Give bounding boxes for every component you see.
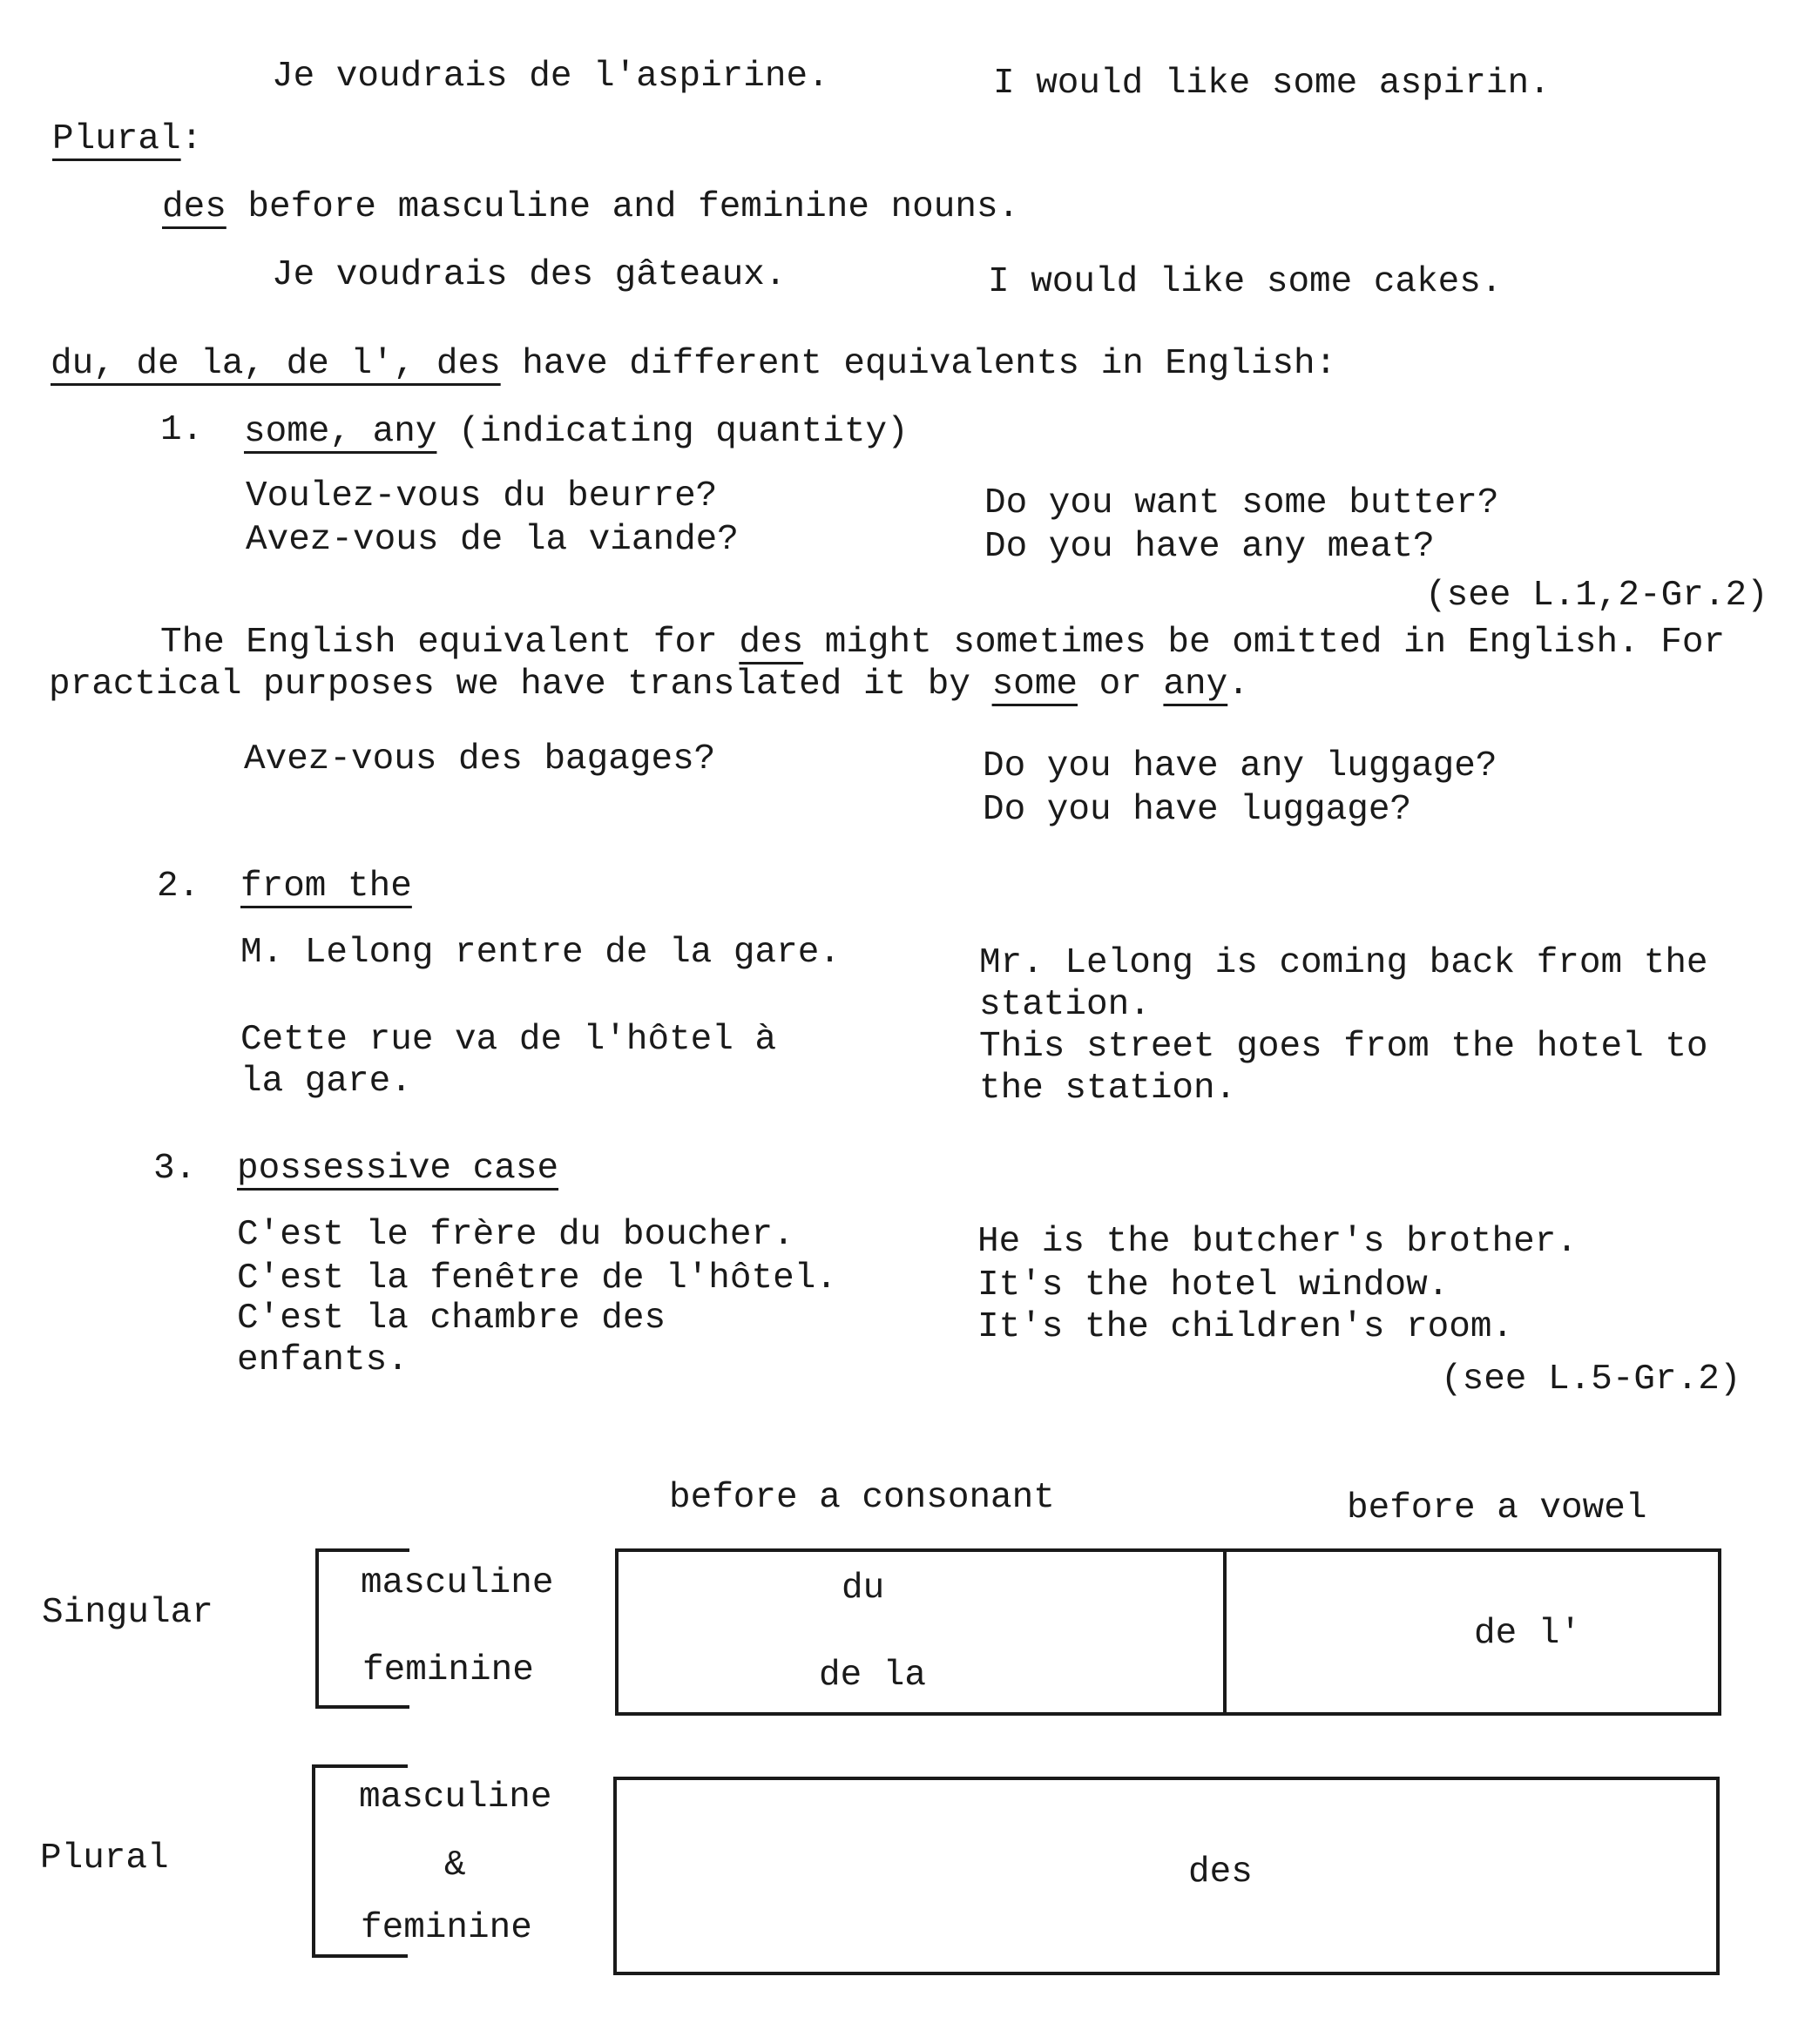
- plural-rule: des before masculine and feminine nouns.: [162, 187, 1020, 227]
- singular-feminine: feminine: [362, 1650, 534, 1690]
- section3-example-en-3: It's the children's room.: [977, 1307, 1514, 1347]
- section2-number: 2.: [157, 867, 200, 907]
- singular-divider: [1223, 1552, 1227, 1712]
- luggage-en-2: Do you have luggage?: [983, 790, 1412, 830]
- cell-du: du: [842, 1568, 885, 1609]
- plural-example-en: I would like some cakes.: [988, 262, 1503, 302]
- col-header-vowel: before a vowel: [1347, 1488, 1647, 1528]
- section1-example-fr-1: Voulez-vous du beurre?: [246, 476, 718, 516]
- section3-example-fr-2: C'est la fenêtre de l'hôtel.: [237, 1258, 837, 1299]
- plural-feminine: feminine: [361, 1908, 532, 1948]
- section1-example-en-2: Do you have any meat?: [984, 527, 1435, 567]
- section1-number: 1.: [160, 410, 204, 450]
- col-header-consonant: before a consonant: [669, 1478, 1055, 1518]
- section3-reference: (see L.5-Gr.2): [1441, 1359, 1741, 1400]
- luggage-en-1: Do you have any luggage?: [983, 746, 1497, 786]
- plural-example-fr: Je voudrais des gâteaux.: [272, 255, 787, 295]
- section3-example-en-1: He is the butcher's brother.: [977, 1222, 1578, 1262]
- luggage-fr: Avez-vous des bagages?: [244, 739, 716, 779]
- section1-example-fr-2: Avez-vous de la viande?: [246, 520, 739, 560]
- equivalents-heading: du, de la, de l', des have different equivalents in English:: [51, 344, 1337, 384]
- section3-number: 3.: [153, 1149, 197, 1189]
- section3-example-en-2: It's the hotel window.: [977, 1265, 1450, 1305]
- section2-example-fr-1: M. Lelong rentre de la gare.: [240, 933, 841, 973]
- example-fr: Je voudrais de l'aspirine.: [272, 57, 829, 97]
- plural-heading: Plural:: [52, 119, 203, 159]
- section1-reference: (see L.1,2-Gr.2): [1425, 576, 1768, 616]
- section2-example-fr-2: Cette rue va de l'hôtel à la gare.: [240, 1020, 777, 1102]
- example-en: I would like some aspirin.: [993, 64, 1551, 104]
- section1-note: The English equivalent for des might sometimes be omitted in English. For practical purposes we have translated it by some or any.: [49, 623, 1726, 705]
- plural-ampersand: &: [444, 1845, 466, 1885]
- section3-example-fr-3: C'est la chambre des enfants.: [237, 1299, 666, 1380]
- section2-example-en-2: This street goes from the hotel to the station.: [979, 1027, 1708, 1109]
- row-label-plural: Plural: [40, 1838, 169, 1879]
- cell-de-la: de la: [819, 1656, 927, 1696]
- section2-example-en-1: Mr. Lelong is coming back from the station.: [979, 943, 1708, 1025]
- plural-box: [613, 1777, 1720, 1975]
- cell-des: des: [1188, 1852, 1253, 1892]
- section3-example-fr-1: C'est le frère du boucher.: [237, 1215, 794, 1255]
- cell-de-l: de l': [1474, 1614, 1582, 1654]
- row-label-singular: Singular: [42, 1593, 213, 1633]
- section1-title: some, any (indicating quantity): [244, 412, 909, 452]
- section1-example-en-1: Do you want some butter?: [984, 483, 1499, 523]
- plural-masculine: masculine: [359, 1778, 552, 1818]
- section3-title: possessive case: [237, 1149, 559, 1189]
- section2-title: from the: [240, 867, 412, 907]
- singular-masculine: masculine: [361, 1563, 554, 1603]
